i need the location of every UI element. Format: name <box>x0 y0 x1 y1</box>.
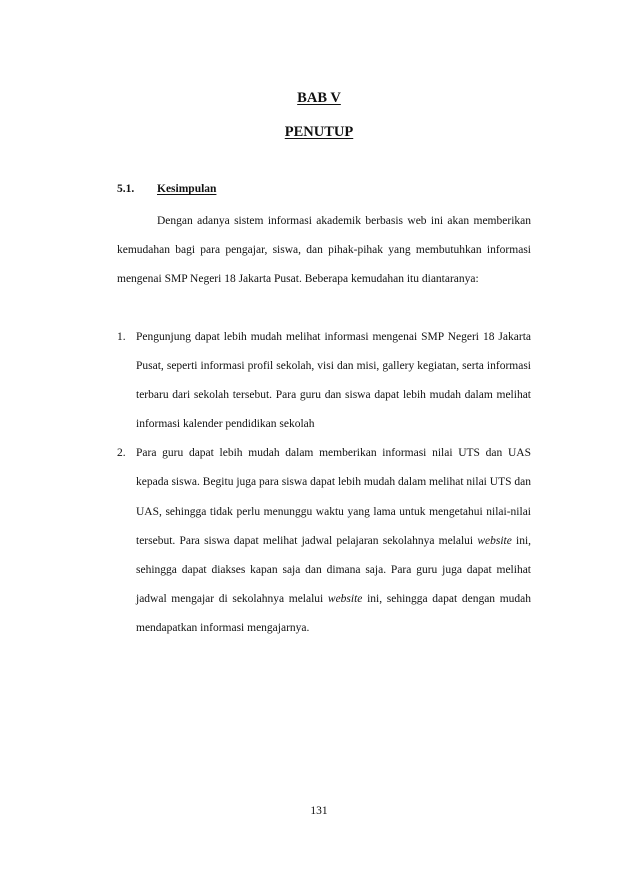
page-number: 131 <box>310 805 328 817</box>
list-item-text <box>136 447 531 634</box>
conclusion-list <box>117 323 531 643</box>
emphasis-website: website <box>327 592 363 605</box>
list-item-text-part: ini, sehingga dapat dengan mudah mendapatkan informasi mengajarnya. <box>136 592 532 634</box>
emphasis-website: website <box>477 534 512 547</box>
list-item-text-part: Para guru dapat lebih mudah dalam memberikan informasi nilai UTS dan UAS kepada siswa. Begitu juga para siswa dapat lebih mudah dalam melihat nilai UTS dan UAS, sehingga tidak perlu menunggu waktu yang lama untuk mengetahui nilai-nilai tersebut. Para siswa dapat melihat jadwal pelajaran sekolahnya melalui <box>136 447 531 547</box>
section-title: Kesimpulan <box>157 183 217 195</box>
list-item <box>117 323 531 439</box>
list-item-text: Pengunjung dapat lebih mudah melihat informasi mengenai SMP Negeri 18 Jakarta Pusat, seperti informasi profil sekolah, visi dan misi, gallery kegiatan, serta informasi terbaru dari sekolah tersebut. Para guru dan siswa dapat lebih mudah dalam melihat informasi kalender pendidikan sekolah <box>136 331 531 431</box>
list-marker: 1. <box>117 331 126 343</box>
chapter-label: BAB V <box>297 90 341 106</box>
list-marker: 2. <box>117 447 126 460</box>
section-number: 5.1. <box>117 183 135 195</box>
list-item <box>117 439 531 643</box>
chapter-title: PENUTUP <box>284 124 354 140</box>
section-heading <box>117 180 216 198</box>
intro-paragraph: Dengan adanya sistem informasi akademik berbasis web ini akan memberikan kemudahan bagi para pengajar, siswa, dan pihak-pihak yang membutuhkan informasi mengenai SMP Negeri 18 Jakarta Pusat. Beberapa kemudahan itu diantaranya: <box>117 215 531 286</box>
list-item-text-part: ini, sehingga dapat diakses kapan saja dan dimana saja. Para guru juga dapat melihat jadwal mengajar di sekolahnya melalui <box>136 534 532 605</box>
